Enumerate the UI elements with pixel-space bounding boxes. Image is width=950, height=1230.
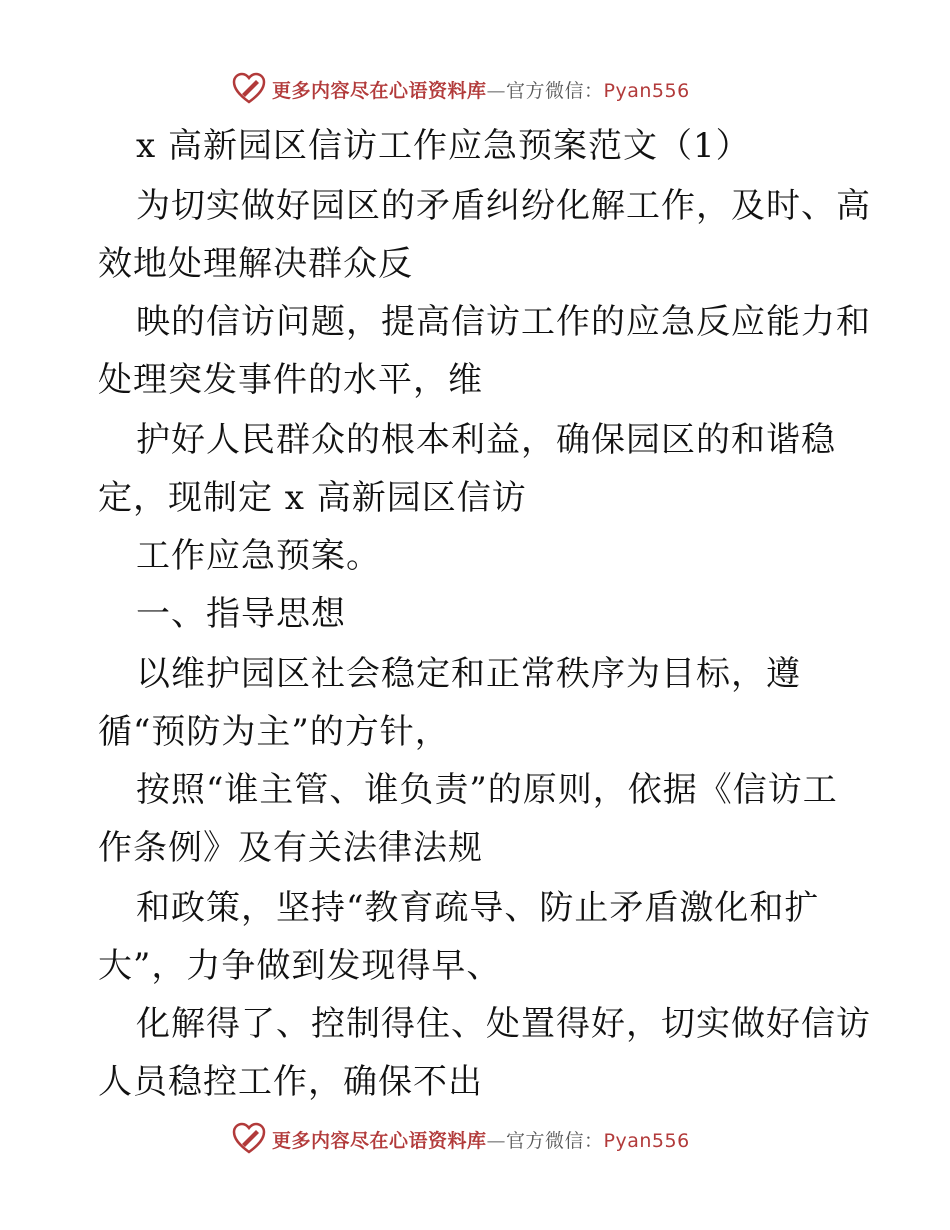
- body-line: 循“预防为主”的方针，: [98, 712, 450, 752]
- body-line: 大”，力争做到发现得早、: [98, 946, 502, 986]
- heart-pen-logo-icon: [232, 1122, 266, 1156]
- watermark-wechat-id: Pyan556: [603, 1130, 690, 1152]
- watermark-label: 官方微信：: [506, 80, 604, 102]
- watermark-brand: 更多内容尽在心语资料库: [272, 1130, 487, 1152]
- body-line: 工作应急预案。: [136, 536, 381, 576]
- body-line: 按照“谁主管、谁负责”的原则，依据《信访工: [136, 770, 838, 810]
- body-line: 映的信访问题，提高信访工作的应急反应能力和: [136, 302, 871, 342]
- body-line: 人员稳控工作，确保不出: [98, 1062, 483, 1102]
- heart-pen-logo-icon: [232, 72, 266, 106]
- watermark-text: [272, 1126, 690, 1153]
- watermark-dash: —: [486, 80, 507, 102]
- body-line: 以维护园区社会稳定和正常秩序为目标，遵: [136, 654, 801, 694]
- body-line: 效地处理解决群众反: [98, 244, 413, 284]
- body-line: 和政策，坚持“教育疏导、防止矛盾激化和扩: [136, 888, 820, 928]
- watermark-label: 官方微信：: [506, 1130, 604, 1152]
- watermark-dash: —: [486, 1130, 507, 1152]
- body-line: 定，现制定 x 高新园区信访: [98, 478, 527, 518]
- body-line: 化解得了、控制得住、处置得好，切实做好信访: [136, 1004, 871, 1044]
- body-line: 护好人民群众的根本利益，确保园区的和谐稳: [136, 420, 836, 460]
- header-watermark: [0, 70, 950, 110]
- watermark-wechat-id: Pyan556: [603, 80, 690, 102]
- body-line: 作条例》及有关法律法规: [98, 828, 483, 868]
- watermark-brand: 更多内容尽在心语资料库: [272, 80, 487, 102]
- document-title: x 高新园区信访工作应急预案范文（1）: [136, 126, 751, 166]
- body-line: 处理突发事件的水平，维: [98, 360, 483, 400]
- body-line: 为切实做好园区的矛盾纠纷化解工作，及时、高: [136, 186, 871, 226]
- footer-watermark: [0, 1120, 950, 1160]
- section-heading: 一、指导思想: [136, 594, 346, 634]
- watermark-text: [272, 76, 690, 103]
